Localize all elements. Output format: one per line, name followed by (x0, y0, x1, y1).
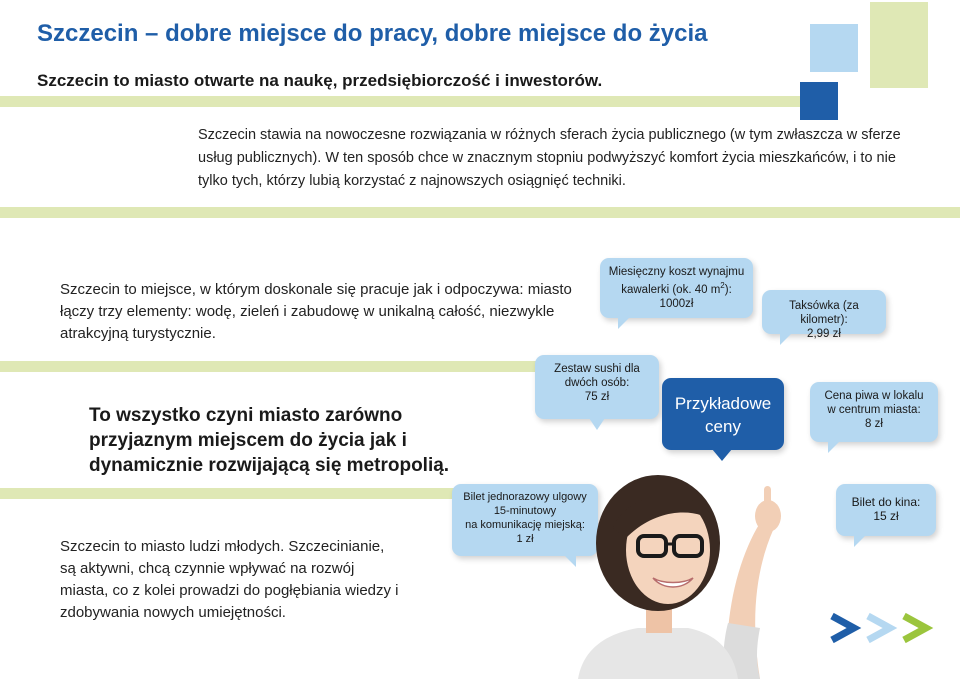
dark-blue-square (800, 82, 838, 120)
bubble-sushi-label2: dwóch osób: (564, 377, 630, 389)
paragraph-work-rest: Szczecin to miejsce, w którym doskonale się pracuje jak i odpoczywa: miasto łączy trzy elementy: wodę, zieleń i zabudowę w unikalną całość, niezwykle atrakcyjną turystycznie. (60, 281, 572, 342)
paragraph-metropolis: To wszystko czyni miasto zarówno przyjaznym miejscem do życia jak i dynamicznie rozwijającą się metropolią. (89, 405, 450, 476)
bubble-beer (810, 382, 938, 442)
bubble-sample-prices (662, 378, 784, 450)
bubble-sushi (535, 355, 659, 419)
bubble-ticket-label2: 15-minutowy (493, 505, 557, 517)
intro-paragraph: Szczecin stawia na nowoczesne rozwiązania w różnych sferach życia publicznego (w tym zwłaszcza w sferze usług publicznych). W ten sposób chce w znacznym stopniu podwyższyć komfort życia mieszkańców, i to nie tylko tych, którzy lubią korzystać z najnowszych osiągnięć techniki. (198, 127, 901, 189)
page-title: Szczecin – dobre miejsce do pracy, dobre miejsce do życia (37, 20, 708, 47)
bubble-sushi-value: 75 zł (584, 391, 610, 403)
bubble-sample-prices-line1: Przykładowe (674, 394, 772, 413)
bubble-ticket-label3: na komunikację miejską: (465, 519, 585, 531)
chevron-right-icon-light (868, 616, 890, 640)
bubble-apartment-rent-line2: kawalerki (ok. 40 $m^2$): (621, 281, 732, 296)
page-subtitle: Szczecin to miasto otwarte na naukę, przedsiębiorczość i inwestorów. (37, 71, 603, 90)
bubble-taxi-value: 2,99 zł (807, 328, 841, 340)
woman-pointing-illustration (498, 468, 838, 679)
bubble-sample-prices-line2: ceny (705, 417, 741, 436)
bubble-apartment-rent-line1: Miesięczny koszt wynajmu (608, 266, 745, 278)
bubble-cinema-label: Bilet do kina: (851, 495, 921, 509)
pointing-finger (764, 486, 771, 512)
bubble-cinema-value: 15 zł (873, 509, 899, 523)
bubble-beer-label1: Cena piwa w lokalu (824, 390, 924, 402)
bubble-ticket-value: 1 zł (516, 533, 534, 545)
torso (578, 628, 738, 679)
green-stripe-middle (0, 207, 960, 218)
bubble-sushi-label1: Zestaw sushi dla (554, 363, 640, 375)
chevron-arrows-icon (828, 610, 938, 646)
green-stripe-top (0, 96, 800, 107)
chevron-right-icon-dark (832, 616, 854, 640)
green-stripe-bottom (0, 488, 460, 499)
bubble-ticket-label1: Bilet jednorazowy ulgowy (463, 491, 587, 503)
bubble-beer-label2: w centrum miasta: (827, 404, 921, 416)
paragraph-young-people: Szczecin to miasto ludzi młodych. Szczecinianie, są aktywni, chcą czynnie wpływać na rozwój miasta, co z kolei prowadzi do pogłębiania wiedzy i zdobywania nowych umiejętności. (60, 538, 399, 621)
bubble-taxi (762, 290, 886, 340)
green-square-large (870, 2, 928, 88)
bubble-beer-value: 8 zł (865, 418, 883, 430)
bubble-apartment-rent (600, 258, 753, 318)
bubble-taxi-label: Taksówka (za kilometr): (789, 300, 859, 326)
bubble-apartment-rent-value: 1000zł (659, 297, 694, 310)
chevron-right-icon-green (904, 616, 926, 640)
light-blue-square (810, 24, 858, 72)
green-stripe-lower (0, 361, 540, 372)
bubble-cinema (836, 484, 936, 536)
